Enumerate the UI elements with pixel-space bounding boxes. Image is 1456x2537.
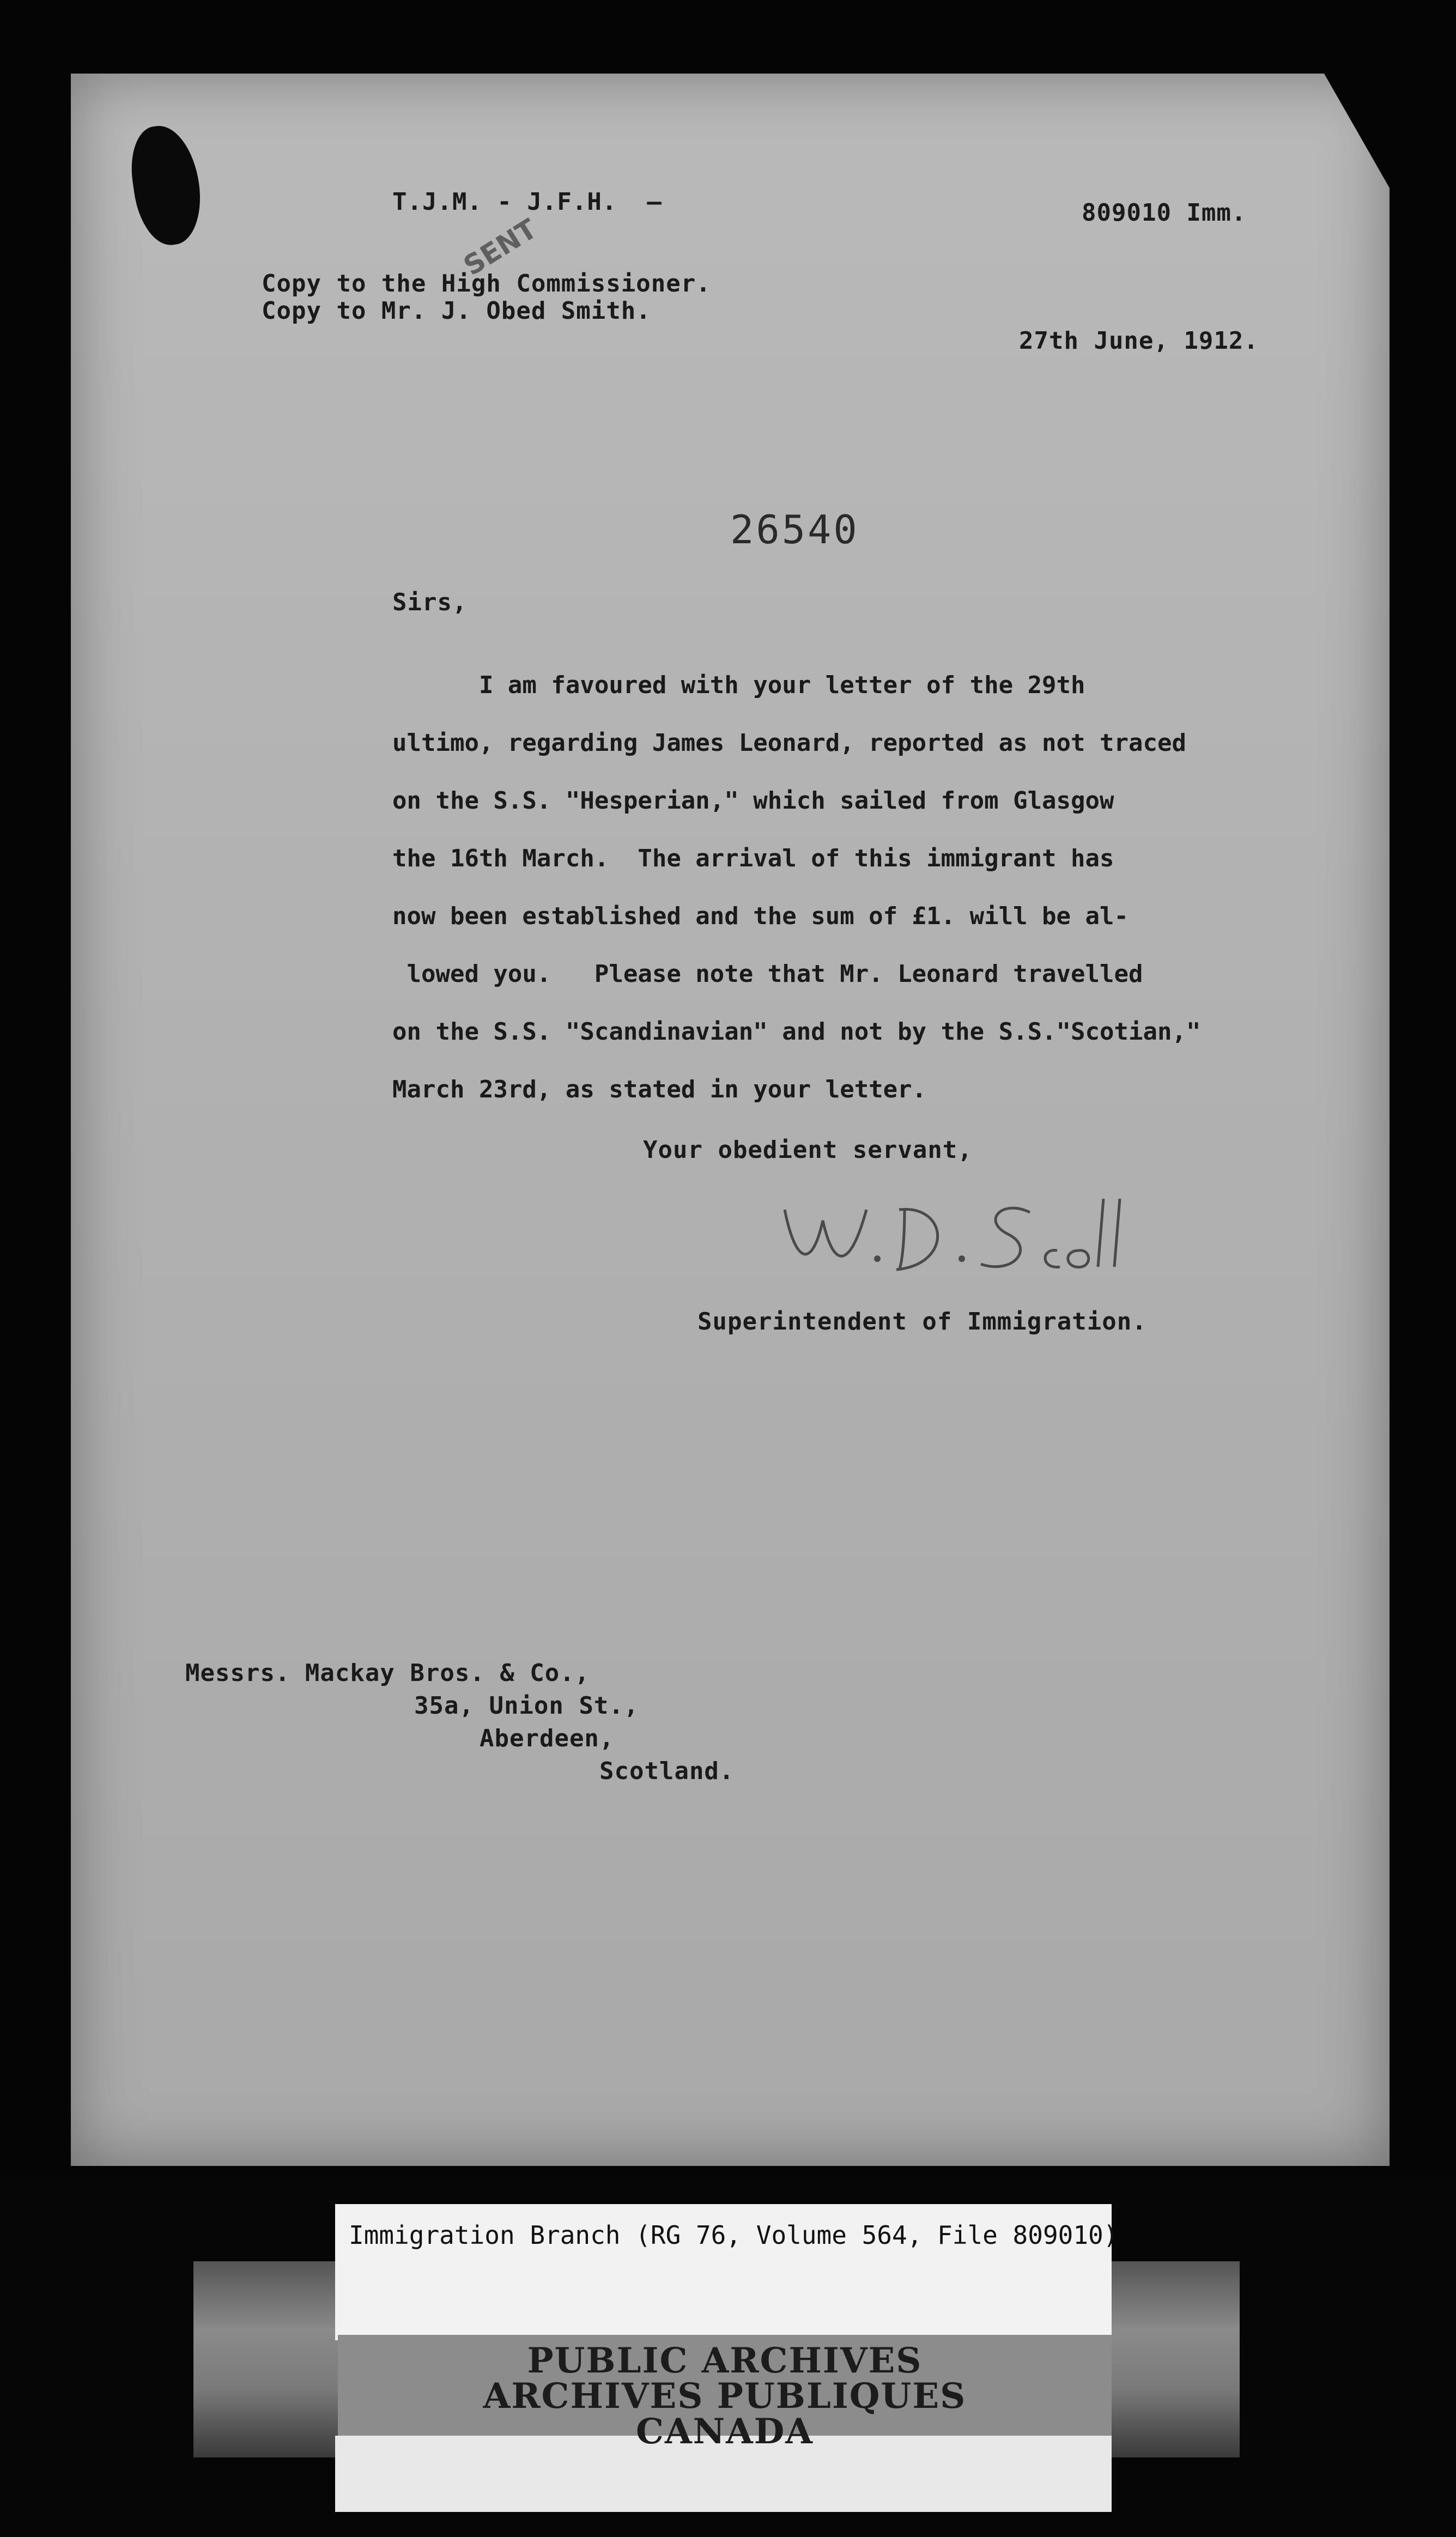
archive-stamp-line: ARCHIVES PUBLIQUES [483,2376,967,2417]
salutation: Sirs, [392,588,468,616]
body-line: the 16th March. The arrival of this immigrant has [392,845,1114,872]
typist-initials: T.J.M. - J.F.H. — [392,188,662,216]
archive-caption: Immigration Branch (RG 76, Volume 564, File 809010) [349,2220,1119,2250]
body-line: ultimo, regarding James Leonard, reported as not traced [392,729,1186,757]
addressee-line: Messrs. Mackay Bros. & Co., [185,1659,590,1687]
archive-stamp-line: PUBLIC ARCHIVES [527,2340,923,2381]
body-line: lowed you. Please note that Mr. Leonard travelled [392,960,1143,988]
letter-page [71,74,1390,2166]
copy-line-high-commissioner: Copy to the High Commissioner. [262,270,711,298]
addressee-line: Scotland. [599,1757,735,1785]
copy-line-obed-smith: Copy to Mr. J. Obed Smith. [262,297,651,325]
body-line: March 23rd, as stated in your letter. [392,1076,927,1103]
file-reference: 809010 Imm. [1082,199,1247,227]
corner-fold [1324,74,1390,188]
closing: Your obedient servant, [643,1136,973,1164]
addressee-line: Aberdeen, [480,1725,615,1752]
body-line: I am favoured with your letter of the 29th [392,671,1085,699]
addressee-line: 35a, Union St., [414,1692,639,1720]
body-line: on the S.S. "Scandinavian" and not by the S.S."Scotian," [392,1018,1201,1046]
stamped-number: 26540 [730,507,859,553]
letter-body [392,657,1330,1119]
body-line: on the S.S. "Hesperian," which sailed from Glasgow [392,787,1114,815]
signature-image [774,1188,1155,1286]
body-line: now been established and the sum of £1. will be al- [392,902,1129,930]
archive-stamp-line: CANADA [636,2411,814,2452]
signer-title: Superintendent of Immigration. [697,1308,1147,1336]
letter-date: 27th June, 1912. [1019,327,1259,355]
sent-stamp: SENT [458,213,543,282]
